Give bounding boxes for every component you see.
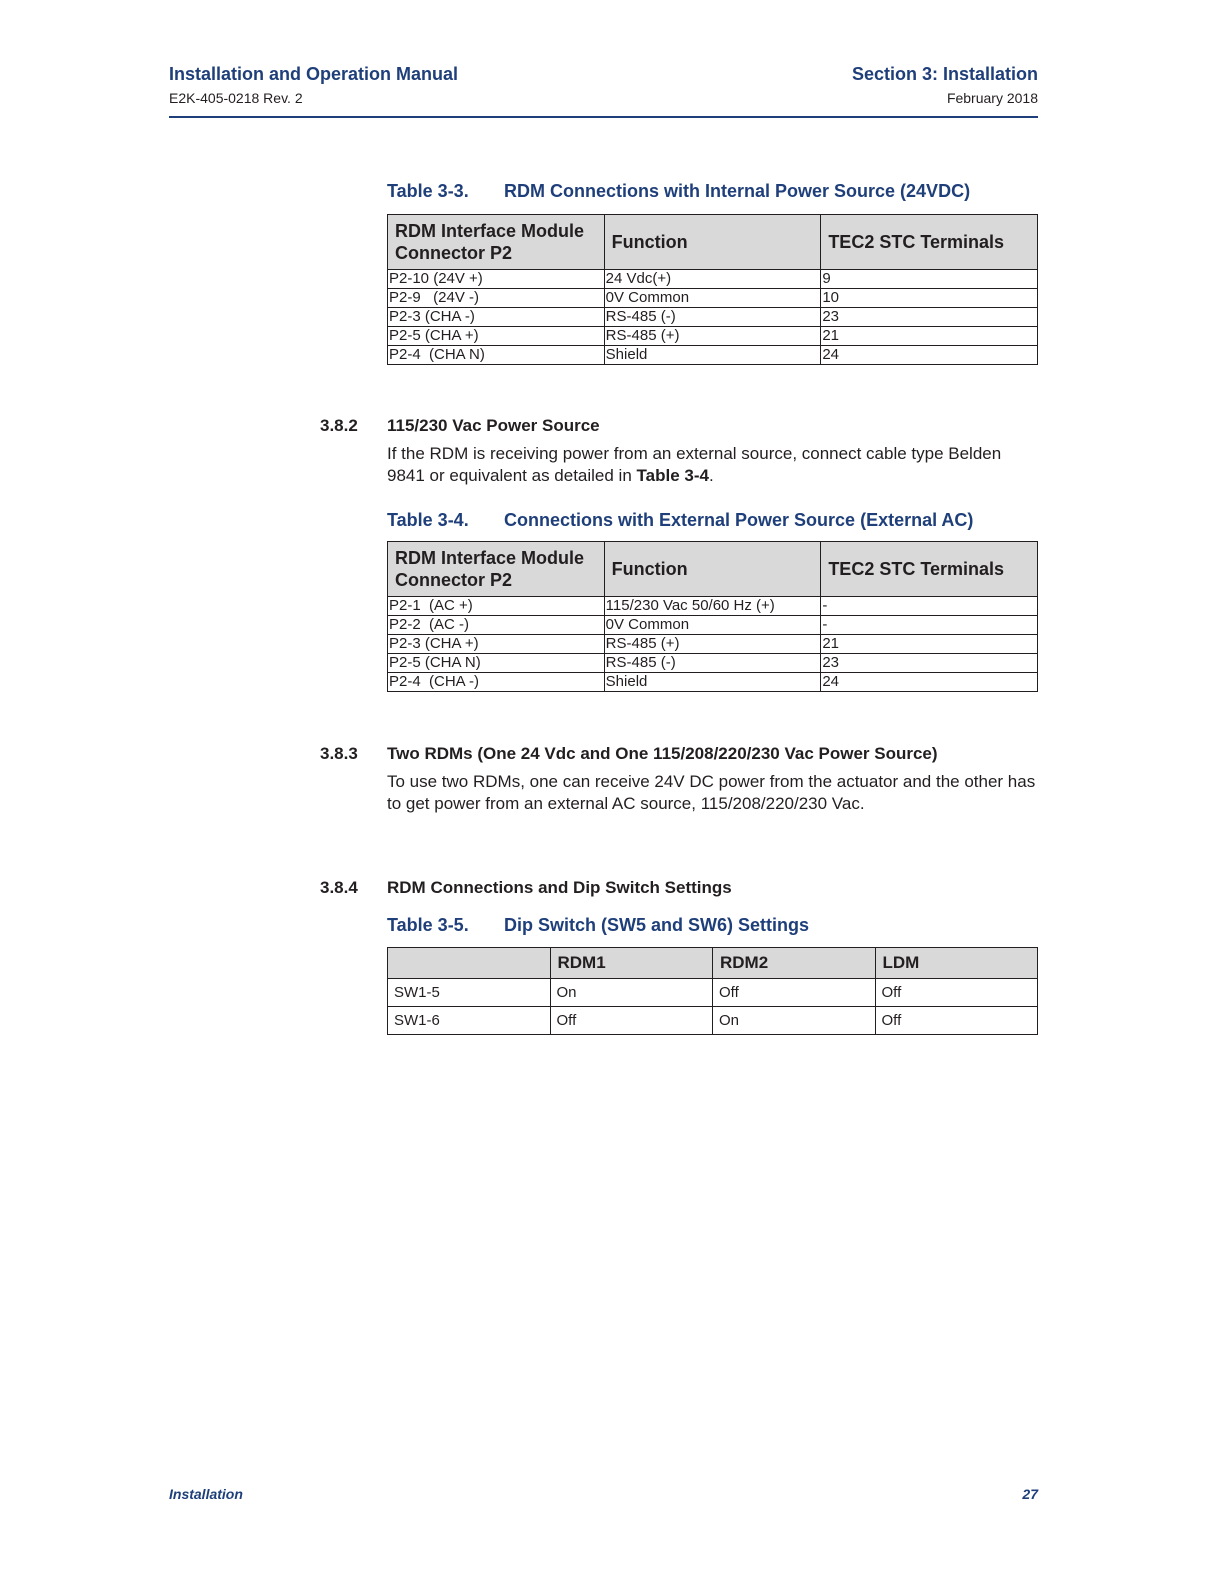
table-number: Table 3-4.	[387, 510, 469, 530]
table-row	[388, 616, 1038, 635]
table-cell: P2-4 (CHA N)	[388, 346, 605, 365]
section-paragraph	[387, 443, 1037, 487]
column-header: RDM Interface Module Connector P2	[388, 215, 605, 270]
page-number: 27	[1022, 1486, 1038, 1502]
column-header: RDM Interface Module Connector P2	[388, 542, 605, 597]
table-cell: -	[821, 616, 1038, 635]
table-row	[388, 654, 1038, 673]
table-row	[388, 308, 1038, 327]
table-cell: 10	[821, 289, 1038, 308]
table-cell: Off	[713, 979, 876, 1007]
table-cell: 24 Vdc(+)	[604, 270, 821, 289]
table-title: Connections with External Power Source (External AC)	[504, 510, 974, 530]
section-number: 3.8.4	[320, 878, 358, 897]
table-row	[388, 289, 1038, 308]
document-date: February 2018	[946, 90, 1038, 106]
column-header	[388, 948, 551, 979]
table-cell: P2-9 (24V -)	[388, 289, 605, 308]
table-3-3	[387, 214, 1038, 365]
section-number: 3.8.2	[320, 416, 358, 435]
column-header: LDM	[875, 948, 1038, 979]
table-cell: SW1-6	[388, 1007, 551, 1035]
column-header: TEC2 STC Terminals	[821, 215, 1038, 270]
table-cell: Off	[875, 1007, 1038, 1035]
table-number: Table 3-5.	[387, 915, 469, 935]
table-cell: 24	[821, 346, 1038, 365]
paragraph-text-end: .	[708, 466, 714, 485]
table-cell: SW1-5	[388, 979, 551, 1007]
section-title: Section 3: Installation	[851, 64, 1038, 84]
table-row	[388, 1007, 1038, 1035]
table-cell: -	[821, 597, 1038, 616]
table-number: Table 3-3.	[387, 181, 469, 201]
table-cell: 115/230 Vac 50/60 Hz (+)	[604, 597, 821, 616]
table-cell: RS-485 (+)	[604, 635, 821, 654]
table-header-row	[388, 542, 1038, 597]
table-row	[388, 597, 1038, 616]
table-row	[388, 346, 1038, 365]
table-3-5	[387, 947, 1038, 1035]
column-header: RDM1	[550, 948, 713, 979]
table-row	[388, 270, 1038, 289]
table-3-5-caption	[387, 915, 809, 936]
table-cell: Shield	[604, 346, 821, 365]
column-header: Function	[604, 542, 821, 597]
table-cell: 24	[821, 673, 1038, 692]
table-3-4-caption	[387, 510, 973, 531]
table-cell: 23	[821, 308, 1038, 327]
table-cell: On	[713, 1007, 876, 1035]
table-3-3-caption	[387, 181, 970, 202]
section-paragraph: To use two RDMs, one can receive 24V DC power from the actuator and the other has to get power from an external AC source, 115/208/220/230 Vac.	[387, 772, 1036, 813]
table-cell: Off	[875, 979, 1038, 1007]
table-cell: 21	[821, 635, 1038, 654]
paragraph-text: If the RDM is receiving power from an external source, connect cable type Belden 9841 or equivalent as detailed in	[387, 444, 1002, 485]
table-title: Dip Switch (SW5 and SW6) Settings	[504, 915, 810, 935]
document-revision: E2K-405-0218 Rev. 2	[169, 90, 303, 106]
table-cell: 0V Common	[604, 616, 821, 635]
table-row	[388, 327, 1038, 346]
table-cell: Off	[550, 1007, 713, 1035]
table-reference-link: Table 3-4	[636, 466, 709, 485]
table-cell: P2-1 (AC +)	[388, 597, 605, 616]
table-cell: P2-3 (CHA -)	[388, 308, 605, 327]
table-cell: 23	[821, 654, 1038, 673]
section-heading: Two RDMs (One 24 Vdc and One 115/208/220/230 Vac Power Source)	[387, 744, 938, 763]
table-cell: RS-485 (-)	[604, 308, 821, 327]
table-cell: RS-485 (-)	[604, 654, 821, 673]
manual-title: Installation and Operation Manual	[169, 64, 459, 84]
table-cell: 21	[821, 327, 1038, 346]
table-3-4	[387, 541, 1038, 692]
table-row	[388, 635, 1038, 654]
section-heading: 115/230 Vac Power Source	[387, 416, 600, 435]
table-cell: P2-2 (AC -)	[388, 616, 605, 635]
table-cell: P2-10 (24V +)	[388, 270, 605, 289]
header-rule	[169, 116, 1038, 118]
section-number: 3.8.3	[320, 744, 358, 763]
table-cell: P2-5 (CHA N)	[388, 654, 605, 673]
table-cell: On	[550, 979, 713, 1007]
table-row	[388, 673, 1038, 692]
table-title: RDM Connections with Internal Power Source (24VDC)	[504, 181, 971, 201]
table-row	[388, 979, 1038, 1007]
table-cell: P2-3 (CHA +)	[388, 635, 605, 654]
table-cell: P2-5 (CHA +)	[388, 327, 605, 346]
section-heading: RDM Connections and Dip Switch Settings	[387, 878, 732, 897]
table-cell: Shield	[604, 673, 821, 692]
table-header-row	[388, 948, 1038, 979]
column-header: TEC2 STC Terminals	[821, 542, 1038, 597]
table-cell: 9	[821, 270, 1038, 289]
table-cell: 0V Common	[604, 289, 821, 308]
column-header: Function	[604, 215, 821, 270]
table-cell: RS-485 (+)	[604, 327, 821, 346]
footer-section-label: Installation	[169, 1486, 243, 1502]
table-cell: P2-4 (CHA -)	[388, 673, 605, 692]
column-header: RDM2	[713, 948, 876, 979]
table-header-row	[388, 215, 1038, 270]
